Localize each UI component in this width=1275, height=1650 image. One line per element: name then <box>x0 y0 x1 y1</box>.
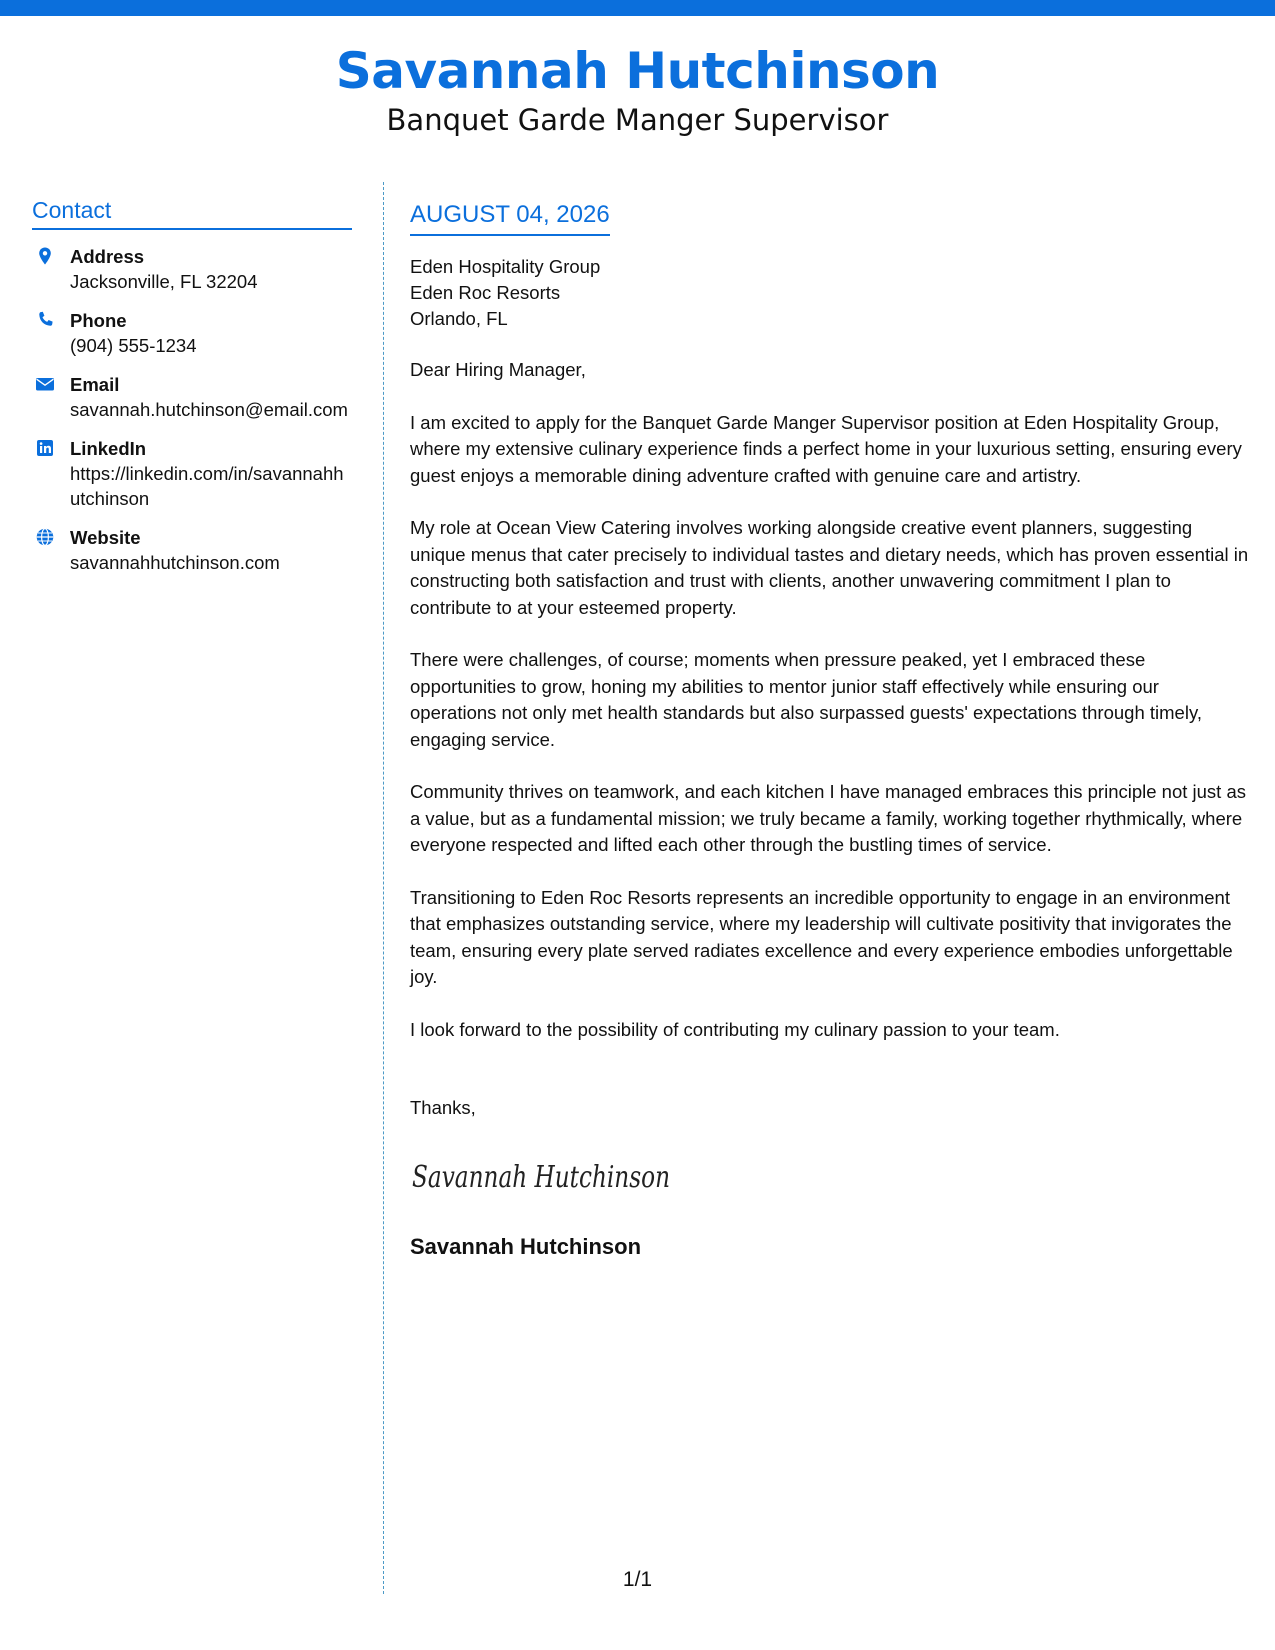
contact-label: Address <box>70 246 145 267</box>
contact-label: LinkedIn <box>70 438 147 459</box>
website-value[interactable]: savannahhutchinson.com <box>70 552 280 573</box>
recipient-property: Eden Roc Resorts <box>410 282 561 303</box>
closing: Thanks, <box>410 1097 476 1118</box>
contact-label: Website <box>70 527 141 548</box>
column-divider <box>383 182 384 1594</box>
page-number: 1/1 <box>622 1568 653 1591</box>
phone-value: (904) 555-1234 <box>70 335 197 356</box>
paragraph: I look forward to the possibility of contributing my culinary passion to your team. <box>410 1018 1060 1040</box>
contact-label: Phone <box>70 310 127 331</box>
contact-item-phone <box>32 308 352 358</box>
salutation: Dear Hiring Manager, <box>410 359 586 380</box>
linkedin-icon <box>35 438 55 458</box>
job-title: Banquet Garde Manger Supervisor <box>386 103 889 137</box>
linkedin-value[interactable]: https://linkedin.com/in/savannahhutchinson <box>70 463 344 509</box>
address-value: Jacksonville, FL 32204 <box>70 271 258 292</box>
contact-item-email <box>32 372 352 422</box>
contact-label: Email <box>70 374 120 395</box>
letter-body <box>410 198 1250 1262</box>
paragraph: Community thrives on teamwork, and each kitchen I have managed embraces this principle not just as a value, but as a fundamental mission; we truly became a family, working together rhythmically, where everyone respected and lifted each other through the bustling times of service. <box>410 781 1246 855</box>
signature <box>410 1143 680 1205</box>
paragraph: My role at Ocean View Catering involves working alongside creative event planners, suggesting unique menus that cater precisely to individual tastes and dietary needs, which has proven essential in constructing both satisfaction and trust with clients, another unwavering commitment I plan to contribute to at your esteemed property. <box>410 517 1249 618</box>
applicant-name: Savannah Hutchinson <box>335 42 940 100</box>
contact-item-address <box>32 244 352 294</box>
contact-heading: Contact <box>32 196 352 230</box>
letter-date: AUGUST 04, 2026 <box>410 198 610 236</box>
signer-name: Savannah Hutchinson <box>410 1234 642 1259</box>
location-pin-icon <box>35 246 55 266</box>
paragraph: Transitioning to Eden Roc Resorts represents an incredible opportunity to engage in an environment that emphasizes outstanding service, where my leadership will cultivate positivity that invigorates the team, ensuring every plate served radiates excellence and every experience embodies unforgettable joy. <box>410 886 1233 987</box>
recipient-address <box>410 254 1250 332</box>
paragraph: There were challenges, of course; moments when pressure peaked, yet I embraced these opportunities to grow, honing my abilities to mentor junior staff effectively while ensuring our operations not only met health standards but also surpassed guests' expectations through timely, engaging service. <box>410 649 1202 750</box>
globe-icon <box>35 527 55 547</box>
resume-header <box>0 40 1275 138</box>
contact-item-linkedin <box>32 436 352 511</box>
recipient-location: Orlando, FL <box>410 308 508 329</box>
email-value[interactable]: savannah.hutchinson@email.com <box>70 399 348 420</box>
recipient-company: Eden Hospitality Group <box>410 256 601 277</box>
envelope-icon <box>35 374 55 394</box>
signature-text: Savannah Hutchinson <box>412 1160 670 1195</box>
phone-icon <box>35 310 55 330</box>
contact-item-website <box>32 525 352 575</box>
contact-sidebar <box>32 196 352 575</box>
top-accent-bar <box>0 0 1275 16</box>
paragraph: I am excited to apply for the Banquet Garde Manger Supervisor position at Eden Hospitality Group, where my extensive culinary experience finds a perfect home in your luxurious setting, ensuring every guest enjoys a memorable dining adventure crafted with genuine care and artistry. <box>410 411 1242 486</box>
